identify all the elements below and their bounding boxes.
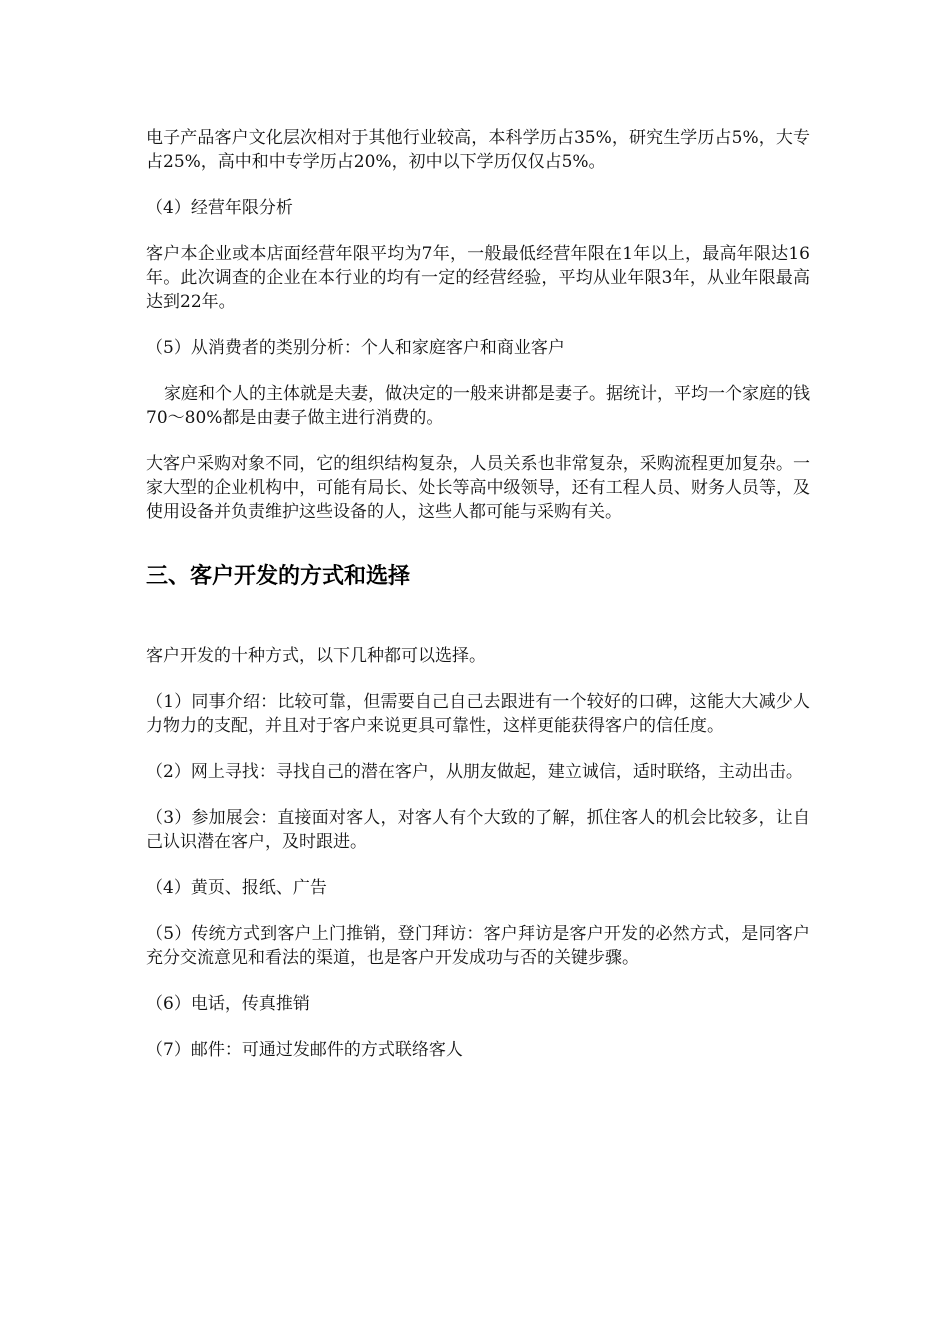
list-item-door-to-door: （5）传统方式到客户上门推销，登门拜访：客户拜访是客户开发的必然方式，是同客户充分交流意见和看法的渠道，也是客户开发成功与否的关键步骤。 bbox=[146, 924, 810, 968]
list-item-colleague-referral: （1）同事介绍：比较可靠，但需要自己自己去跟进有一个较好的口碑，这能大大减少人力物力的支配，并且对于客户来说更具可靠性，这样更能获得客户的信任度。 bbox=[146, 692, 810, 736]
paragraph-development-intro: 客户开发的十种方式，以下几种都可以选择。 bbox=[146, 646, 486, 666]
list-item-online-search: （2）网上寻找：寻找自己的潜在客户，从朋友做起，建立诚信，适时联络，主动出击。 bbox=[146, 762, 803, 782]
paragraph-household-customers: 家庭和个人的主体就是夫妻，做决定的一般来讲都是妻子。据统计，平均一个家庭的钱70～80%都是由妻子做主进行消费的。 bbox=[146, 384, 810, 428]
list-item-trade-shows: （3）参加展会：直接面对客人，对客人有个大致的了解，抓住客人的机会比较多，让自己认识潜在客户，及时跟进。 bbox=[146, 808, 810, 852]
subheading-consumer-categories: （5）从消费者的类别分析：个人和家庭客户和商业客户 bbox=[146, 338, 565, 358]
section-heading: 三、客户开发的方式和选择 bbox=[146, 564, 411, 589]
document-page bbox=[146, 126, 810, 1084]
list-item-phone-fax: （6）电话，传真推销 bbox=[146, 994, 310, 1014]
paragraph-education-levels: 电子产品客户文化层次相对于其他行业较高，本科学历占35%，研究生学历占5%，大专占25%，高中和中专学历占20%，初中以下学历仅仅占5%。 bbox=[146, 128, 810, 172]
subheading-business-years: （4）经营年限分析 bbox=[146, 198, 293, 218]
list-item-yellow-pages: （4）黄页、报纸、广告 bbox=[146, 878, 327, 898]
paragraph-business-years: 客户本企业或本店面经营年限平均为7年，一般最低经营年限在1年以上，最高年限达16年。此次调查的企业在本行业的均有一定的经营经验，平均从业年限3年，从业年限最高达到22年。 bbox=[146, 244, 810, 312]
paragraph-major-accounts: 大客户采购对象不同，它的组织结构复杂，人员关系也非常复杂，采购流程更加复杂。一家大型的企业机构中，可能有局长、处长等高中级领导，还有工程人员、财务人员等，及使用设备并负责维护这些设备的人，这些人都可能与采购有关。 bbox=[146, 454, 810, 522]
list-item-email: （7）邮件：可通过发邮件的方式联络客人 bbox=[146, 1040, 463, 1060]
